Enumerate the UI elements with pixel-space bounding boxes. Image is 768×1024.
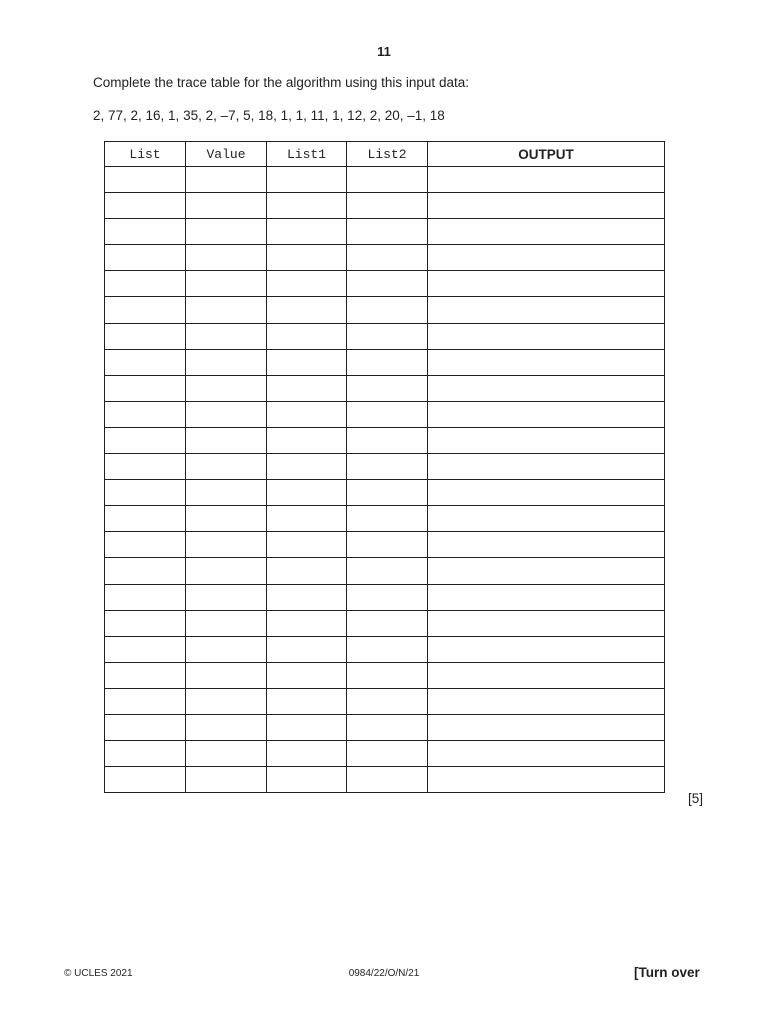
trace-cell-list[interactable] <box>105 454 186 480</box>
trace-cell-list[interactable] <box>105 741 186 767</box>
trace-cell-value[interactable] <box>186 297 267 323</box>
trace-cell-value[interactable] <box>186 167 267 193</box>
table-row <box>105 480 665 506</box>
trace-cell-value[interactable] <box>186 375 267 401</box>
trace-cell-list2[interactable] <box>347 271 428 297</box>
trace-cell-value[interactable] <box>186 714 267 740</box>
trace-cell-value[interactable] <box>186 219 267 245</box>
trace-cell-output[interactable] <box>428 584 665 610</box>
trace-cell-list1[interactable] <box>267 454 347 480</box>
trace-cell-list2[interactable] <box>347 219 428 245</box>
table-row <box>105 662 665 688</box>
trace-cell-output[interactable] <box>428 349 665 375</box>
table-row <box>105 375 665 401</box>
trace-cell-list[interactable] <box>105 636 186 662</box>
trace-cell-list[interactable] <box>105 401 186 427</box>
trace-cell-output[interactable] <box>428 767 665 793</box>
trace-cell-list[interactable] <box>105 219 186 245</box>
trace-cell-list2[interactable] <box>347 297 428 323</box>
trace-cell-list2[interactable] <box>347 506 428 532</box>
trace-cell-list[interactable] <box>105 297 186 323</box>
trace-cell-list[interactable] <box>105 167 186 193</box>
trace-cell-output[interactable] <box>428 532 665 558</box>
trace-cell-value[interactable] <box>186 193 267 219</box>
trace-cell-list1[interactable] <box>267 349 347 375</box>
trace-cell-list1[interactable] <box>267 610 347 636</box>
table-row <box>105 219 665 245</box>
footer-copyright: © UCLES 2021 <box>64 968 133 979</box>
trace-cell-list[interactable] <box>105 193 186 219</box>
trace-cell-list1[interactable] <box>267 167 347 193</box>
trace-cell-output[interactable] <box>428 167 665 193</box>
trace-cell-value[interactable] <box>186 454 267 480</box>
table-row <box>105 297 665 323</box>
column-header-value: Value <box>186 142 267 167</box>
trace-cell-list1[interactable] <box>267 767 347 793</box>
trace-cell-list1[interactable] <box>267 297 347 323</box>
trace-cell-value[interactable] <box>186 245 267 271</box>
trace-cell-list2[interactable] <box>347 767 428 793</box>
trace-cell-list[interactable] <box>105 584 186 610</box>
trace-cell-list2[interactable] <box>347 662 428 688</box>
trace-cell-output[interactable] <box>428 271 665 297</box>
table-row <box>105 245 665 271</box>
trace-cell-list1[interactable] <box>267 741 347 767</box>
trace-cell-output[interactable] <box>428 741 665 767</box>
trace-cell-list2[interactable] <box>347 193 428 219</box>
trace-cell-list[interactable] <box>105 375 186 401</box>
trace-cell-value[interactable] <box>186 427 267 453</box>
table-row <box>105 271 665 297</box>
trace-cell-list2[interactable] <box>347 245 428 271</box>
table-row <box>105 741 665 767</box>
table-row <box>105 193 665 219</box>
trace-cell-list[interactable] <box>105 427 186 453</box>
trace-cell-value[interactable] <box>186 480 267 506</box>
table-row <box>105 767 665 793</box>
trace-cell-list2[interactable] <box>347 323 428 349</box>
trace-cell-list[interactable] <box>105 610 186 636</box>
column-header-output: OUTPUT <box>428 142 665 167</box>
trace-cell-list2[interactable] <box>347 741 428 767</box>
footer-turn-over: [Turn over <box>634 965 700 980</box>
trace-cell-output[interactable] <box>428 662 665 688</box>
table-row <box>105 532 665 558</box>
footer-paper-code: 0984/22/O/N/21 <box>348 968 420 979</box>
trace-cell-list1[interactable] <box>267 401 347 427</box>
trace-cell-value[interactable] <box>186 532 267 558</box>
table-row <box>105 584 665 610</box>
trace-cell-value[interactable] <box>186 688 267 714</box>
trace-table-header-row <box>105 142 665 167</box>
trace-cell-output[interactable] <box>428 558 665 584</box>
trace-cell-list1[interactable] <box>267 506 347 532</box>
trace-cell-value[interactable] <box>186 271 267 297</box>
table-row <box>105 610 665 636</box>
trace-cell-list2[interactable] <box>347 349 428 375</box>
trace-cell-list1[interactable] <box>267 193 347 219</box>
trace-cell-value[interactable] <box>186 741 267 767</box>
trace-cell-output[interactable] <box>428 610 665 636</box>
trace-cell-value[interactable] <box>186 636 267 662</box>
trace-cell-list2[interactable] <box>347 558 428 584</box>
trace-cell-list2[interactable] <box>347 427 428 453</box>
trace-cell-value[interactable] <box>186 401 267 427</box>
trace-cell-value[interactable] <box>186 610 267 636</box>
trace-cell-list1[interactable] <box>267 558 347 584</box>
trace-cell-list1[interactable] <box>267 323 347 349</box>
trace-cell-list1[interactable] <box>267 480 347 506</box>
column-header-list: List <box>105 142 186 167</box>
table-row <box>105 454 665 480</box>
trace-cell-output[interactable] <box>428 401 665 427</box>
column-header-list2: List2 <box>347 142 428 167</box>
trace-cell-list2[interactable] <box>347 688 428 714</box>
table-row <box>105 688 665 714</box>
trace-table <box>104 141 665 793</box>
trace-cell-list[interactable] <box>105 506 186 532</box>
trace-cell-list[interactable] <box>105 323 186 349</box>
trace-cell-list[interactable] <box>105 714 186 740</box>
table-row <box>105 323 665 349</box>
trace-cell-value[interactable] <box>186 767 267 793</box>
trace-cell-output[interactable] <box>428 480 665 506</box>
trace-cell-output[interactable] <box>428 245 665 271</box>
trace-cell-list2[interactable] <box>347 532 428 558</box>
trace-cell-list1[interactable] <box>267 245 347 271</box>
trace-cell-output[interactable] <box>428 375 665 401</box>
trace-cell-output[interactable] <box>428 714 665 740</box>
trace-cell-list[interactable] <box>105 480 186 506</box>
trace-cell-value[interactable] <box>186 506 267 532</box>
trace-cell-list2[interactable] <box>347 375 428 401</box>
trace-cell-list[interactable] <box>105 532 186 558</box>
table-row <box>105 714 665 740</box>
trace-cell-list1[interactable] <box>267 688 347 714</box>
trace-cell-list[interactable] <box>105 245 186 271</box>
trace-cell-list2[interactable] <box>347 584 428 610</box>
trace-cell-list[interactable] <box>105 349 186 375</box>
trace-cell-list1[interactable] <box>267 584 347 610</box>
question-instruction: Complete the trace table for the algorithm using this input data: <box>93 75 469 90</box>
trace-cell-list[interactable] <box>105 558 186 584</box>
trace-cell-output[interactable] <box>428 454 665 480</box>
trace-cell-list1[interactable] <box>267 636 347 662</box>
input-data-list: 2, 77, 2, 16, 1, 35, 2, –7, 5, 18, 1, 1, 11, 1, 12, 2, 20, –1, 18 <box>93 108 445 123</box>
trace-cell-list1[interactable] <box>267 532 347 558</box>
column-header-list1: List1 <box>267 142 347 167</box>
trace-cell-value[interactable] <box>186 584 267 610</box>
trace-cell-list2[interactable] <box>347 636 428 662</box>
table-row <box>105 558 665 584</box>
table-row <box>105 636 665 662</box>
table-row <box>105 506 665 532</box>
trace-cell-output[interactable] <box>428 688 665 714</box>
trace-cell-output[interactable] <box>428 297 665 323</box>
trace-cell-list2[interactable] <box>347 610 428 636</box>
table-row <box>105 167 665 193</box>
trace-cell-list1[interactable] <box>267 427 347 453</box>
trace-cell-list[interactable] <box>105 688 186 714</box>
trace-cell-list1[interactable] <box>267 375 347 401</box>
table-row <box>105 427 665 453</box>
trace-table-body <box>105 167 665 793</box>
trace-cell-list[interactable] <box>105 662 186 688</box>
trace-cell-output[interactable] <box>428 219 665 245</box>
table-row <box>105 349 665 375</box>
page-number: 11 <box>377 44 391 59</box>
trace-cell-value[interactable] <box>186 323 267 349</box>
trace-cell-list[interactable] <box>105 767 186 793</box>
trace-cell-list2[interactable] <box>347 454 428 480</box>
trace-cell-output[interactable] <box>428 193 665 219</box>
trace-cell-list2[interactable] <box>347 401 428 427</box>
marks-indicator: [5] <box>688 791 704 806</box>
trace-cell-value[interactable] <box>186 662 267 688</box>
trace-cell-value[interactable] <box>186 349 267 375</box>
trace-cell-output[interactable] <box>428 636 665 662</box>
trace-cell-list1[interactable] <box>267 662 347 688</box>
trace-cell-list1[interactable] <box>267 219 347 245</box>
table-row <box>105 401 665 427</box>
trace-cell-output[interactable] <box>428 506 665 532</box>
trace-cell-list1[interactable] <box>267 714 347 740</box>
trace-cell-list[interactable] <box>105 271 186 297</box>
trace-cell-list2[interactable] <box>347 714 428 740</box>
trace-cell-output[interactable] <box>428 323 665 349</box>
trace-cell-output[interactable] <box>428 427 665 453</box>
trace-cell-list2[interactable] <box>347 480 428 506</box>
trace-cell-list1[interactable] <box>267 271 347 297</box>
trace-cell-value[interactable] <box>186 558 267 584</box>
trace-cell-list2[interactable] <box>347 167 428 193</box>
